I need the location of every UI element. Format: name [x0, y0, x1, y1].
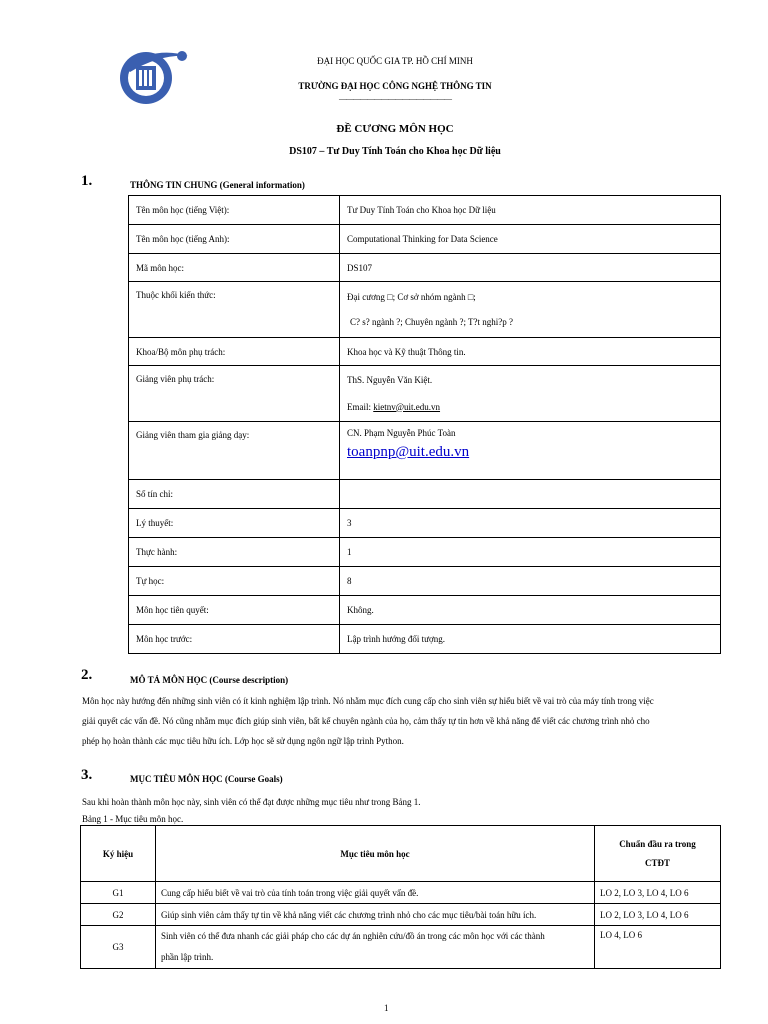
table-header-row — [81, 826, 721, 882]
page-number: 1 — [384, 1003, 389, 1013]
table-row — [129, 625, 721, 654]
prior-course-label: Môn học trước: — [129, 625, 340, 654]
name-vi-label: Tên môn học (tiếng Việt): — [129, 196, 340, 225]
practice-label: Thực hành: — [129, 538, 340, 567]
table-row — [129, 596, 721, 625]
goal-text: Cung cấp hiểu biết về vai trò của tính toán trong việc giải quyết vấn đề. — [156, 882, 595, 904]
lecturer-email-line — [347, 394, 713, 421]
code-value: DS107 — [340, 254, 721, 282]
goals-caption: Bảng 1 - Mục tiêu môn học. — [82, 814, 184, 824]
col-goal-header: Mục tiêu môn học — [156, 826, 595, 882]
name-en-value: Computational Thinking for Data Science — [340, 225, 721, 254]
block-line-1: Đại cương □; Cơ sở nhóm ngành □; — [347, 291, 476, 302]
table-row — [81, 904, 721, 926]
document-title: ĐỀ CƯƠNG MÔN HỌC — [336, 123, 454, 135]
table-row — [129, 509, 721, 538]
prereq-value: Không. — [340, 596, 721, 625]
course-goals-table — [80, 825, 721, 969]
course-description — [82, 691, 732, 751]
course-title: DS107 – Tư Duy Tính Toán cho Khoa học Dữ liệu — [289, 146, 501, 157]
table-row — [81, 882, 721, 904]
assistant-value — [340, 422, 721, 480]
code-label: Mã môn học: — [129, 254, 340, 282]
block-label: Thuộc khối kiến thức: — [129, 282, 340, 338]
credits-value — [340, 480, 721, 509]
block-value — [340, 282, 721, 338]
goal-outcome: LO 2, LO 3, LO 4, LO 6 — [595, 882, 721, 904]
section-2-title: MÔ TẢ MÔN HỌC (Course description) — [130, 675, 289, 685]
goal-symbol: G1 — [81, 882, 156, 904]
lecturer-label: Giảng viên phụ trách: — [129, 366, 340, 422]
description-line-1: Môn học này hướng đến những sinh viên có ít kinh nghiệm lập trình. Nó nhằm mục đích cung cấp cho sinh viên sự hiểu biết về vai trò của máy tính trong việc — [82, 696, 654, 706]
goal-text-line-2: phần lập trình. — [161, 952, 214, 962]
goal-symbol: G2 — [81, 904, 156, 926]
table-row — [129, 338, 721, 366]
section-1-number: 1. — [81, 173, 93, 189]
name-vi-value: Tư Duy Tính Toán cho Khoa học Dữ liệu — [340, 196, 721, 225]
col-outcome-header — [595, 826, 721, 882]
goal-text — [156, 926, 595, 969]
dept-value: Khoa học và Kỹ thuật Thông tin. — [340, 338, 721, 366]
lecturer-email-label: Email: — [347, 401, 374, 412]
general-info-table — [128, 195, 721, 654]
col-symbol-header: Ký hiệu — [81, 826, 156, 882]
prereq-label: Môn học tiên quyết: — [129, 596, 340, 625]
section-3-number: 3. — [81, 767, 93, 783]
theory-value: 3 — [340, 509, 721, 538]
goal-outcome: LO 2, LO 3, LO 4, LO 6 — [595, 904, 721, 926]
assistant-email-link[interactable]: toanpnp@uit.edu.vn — [347, 444, 470, 460]
table-row — [81, 926, 721, 969]
table-row — [129, 480, 721, 509]
col-outcome-line-2: CTĐT — [644, 857, 670, 868]
credits-label: Số tín chỉ: — [129, 480, 340, 509]
table-row — [129, 225, 721, 254]
assistant-label: Giảng viên tham gia giảng dạy: — [129, 422, 340, 480]
self-study-label: Tự học: — [129, 567, 340, 596]
lecturer-value — [340, 366, 721, 422]
goal-outcome: LO 4, LO 6 — [595, 926, 721, 969]
university-name: ĐẠI HỌC QUỐC GIA TP. HỒ CHÍ MINH — [317, 56, 473, 66]
uit-logo — [116, 46, 190, 108]
theory-label: Lý thuyết: — [129, 509, 340, 538]
prior-course-value: Lập trình hướng đối tượng. — [340, 625, 721, 654]
lecturer-name: ThS. Nguyễn Văn Kiệt. — [347, 374, 433, 385]
table-row — [129, 567, 721, 596]
school-name: TRƯỜNG ĐẠI HỌC CÔNG NGHỆ THÔNG TIN — [298, 81, 492, 91]
goals-intro: Sau khi hoàn thành môn học này, sinh viên có thể đạt được những mục tiêu như trong Bảng 1. — [82, 797, 421, 807]
block-line-2: C? s? ngành ?; Chuyên ngành ?; T?t nghi?p ? — [350, 316, 514, 327]
section-2-number: 2. — [81, 667, 93, 683]
lecturer-email-link[interactable]: kietnv@uit.edu.vn — [373, 401, 441, 412]
col-outcome-line-1: Chuẩn đầu ra trong — [619, 838, 696, 849]
section-3-title: MỤC TIÊU MÔN HỌC (Course Goals) — [130, 774, 283, 784]
header-rule: ———————————————— — [339, 94, 451, 103]
table-row — [129, 538, 721, 567]
table-row — [129, 422, 721, 480]
practice-value: 1 — [340, 538, 721, 567]
description-line-3: phép họ hoàn thành các mục tiêu hữu ích. Lớp học sẽ sử dụng ngôn ngữ lập trình Python. — [82, 736, 404, 746]
assistant-name: CN. Phạm Nguyễn Phúc Toàn — [347, 428, 456, 438]
dept-label: Khoa/Bộ môn phụ trách: — [129, 338, 340, 366]
section-1-title: THÔNG TIN CHUNG (General information) — [130, 180, 305, 190]
description-line-2: giải quyết các vấn đề. Nó cũng nhằm mục đích giúp sinh viên, bất kể chuyên ngành của họ, cảm thấy tự tin hơn về khả năng để viết các chương trình nhỏ cho — [82, 716, 650, 726]
table-row — [129, 196, 721, 225]
goal-text: Giúp sinh viên cảm thấy tự tin về khả năng viết các chương trình nhỏ cho các mục tiêu/bài toán hữu ích. — [156, 904, 595, 926]
goal-symbol: G3 — [81, 926, 156, 969]
goal-text-line-1: Sinh viên có thể đưa nhanh các giải pháp cho các dự án nghiên cứu/đồ án trong các môn học với các thành — [161, 931, 545, 941]
name-en-label: Tên môn học (tiếng Anh): — [129, 225, 340, 254]
self-study-value: 8 — [340, 567, 721, 596]
table-row — [129, 282, 721, 338]
table-row — [129, 366, 721, 422]
table-row — [129, 254, 721, 282]
